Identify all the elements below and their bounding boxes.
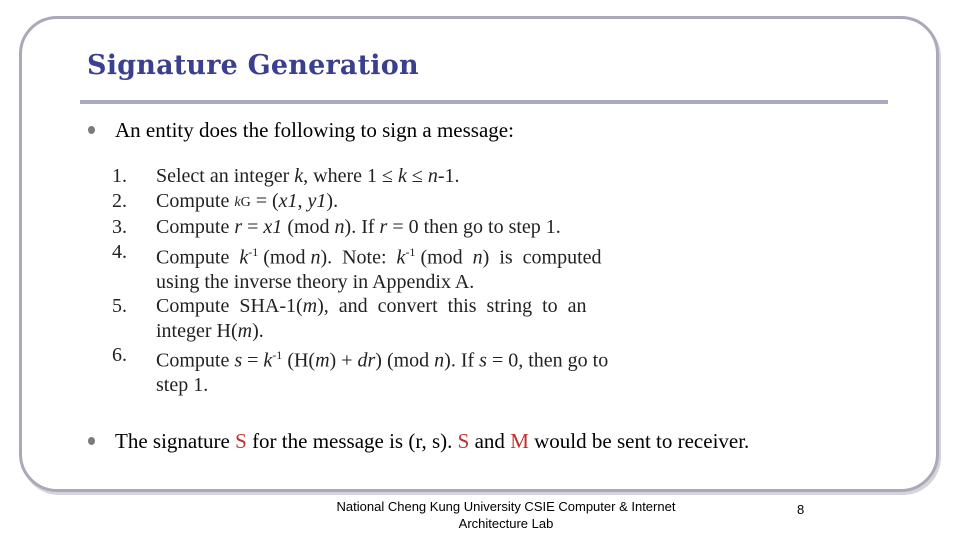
step-item <box>112 164 642 189</box>
step-text: Select an integer k, where 1 ≤ k ≤ n-1. <box>156 165 460 187</box>
step-text: Compute $k^{-1}$ (mod n). Note: $k^{-1}$ (mod n) is computed <box>156 244 602 269</box>
step-text: Compute r = x1 (mod n). If r = 0 then go to step 1. <box>156 216 561 238</box>
bullet-intro <box>88 118 514 142</box>
step-item <box>112 240 642 270</box>
step-text: integer H(m). <box>156 319 264 342</box>
step-number: 5. <box>112 295 127 318</box>
step-number: 6. <box>112 344 127 367</box>
step-text: Compute $s = k^{-1}$ (H(m) + dr) (mod n). If s = 0, then go to <box>156 348 609 372</box>
title-divider <box>80 100 888 104</box>
step-number: 3. <box>112 216 127 238</box>
step-continuation <box>112 270 642 295</box>
intro-text: An entity does the following to sign a message: <box>115 118 514 142</box>
step-number: 2. <box>112 189 127 212</box>
bullet-icon <box>88 126 95 134</box>
bullet-signature <box>88 429 749 453</box>
step-text: using the inverse theory in Appendix A. <box>156 270 475 293</box>
footer-text: National Cheng Kung University CSIE Computer & Internet Architecture Lab <box>336 499 676 531</box>
signature-s-highlight: S <box>235 429 247 453</box>
step-item <box>112 294 642 319</box>
step-continuation <box>112 319 642 344</box>
signature-s-highlight: S <box>457 429 470 453</box>
step-continuation <box>112 373 642 398</box>
step-text: Compute kG = (x1, y1). <box>156 189 339 212</box>
message-m-highlight: M <box>510 429 529 453</box>
step-number: 1. <box>112 165 127 187</box>
step-text: step 1. <box>156 374 209 397</box>
page-number: 8 <box>797 502 805 517</box>
bullet-icon <box>88 437 95 445</box>
step-number: 4. <box>112 240 127 263</box>
slide-title: Signature Generation <box>87 50 419 81</box>
step-item <box>112 215 642 240</box>
steps-list <box>112 164 642 398</box>
step-item <box>112 343 642 373</box>
step-item <box>112 189 642 216</box>
step-text: Compute SHA-1(m), and convert this string to an <box>156 295 587 318</box>
signature-text: The signature S for the message is (r, s). S and M would be sent to receiver. <box>115 429 750 453</box>
